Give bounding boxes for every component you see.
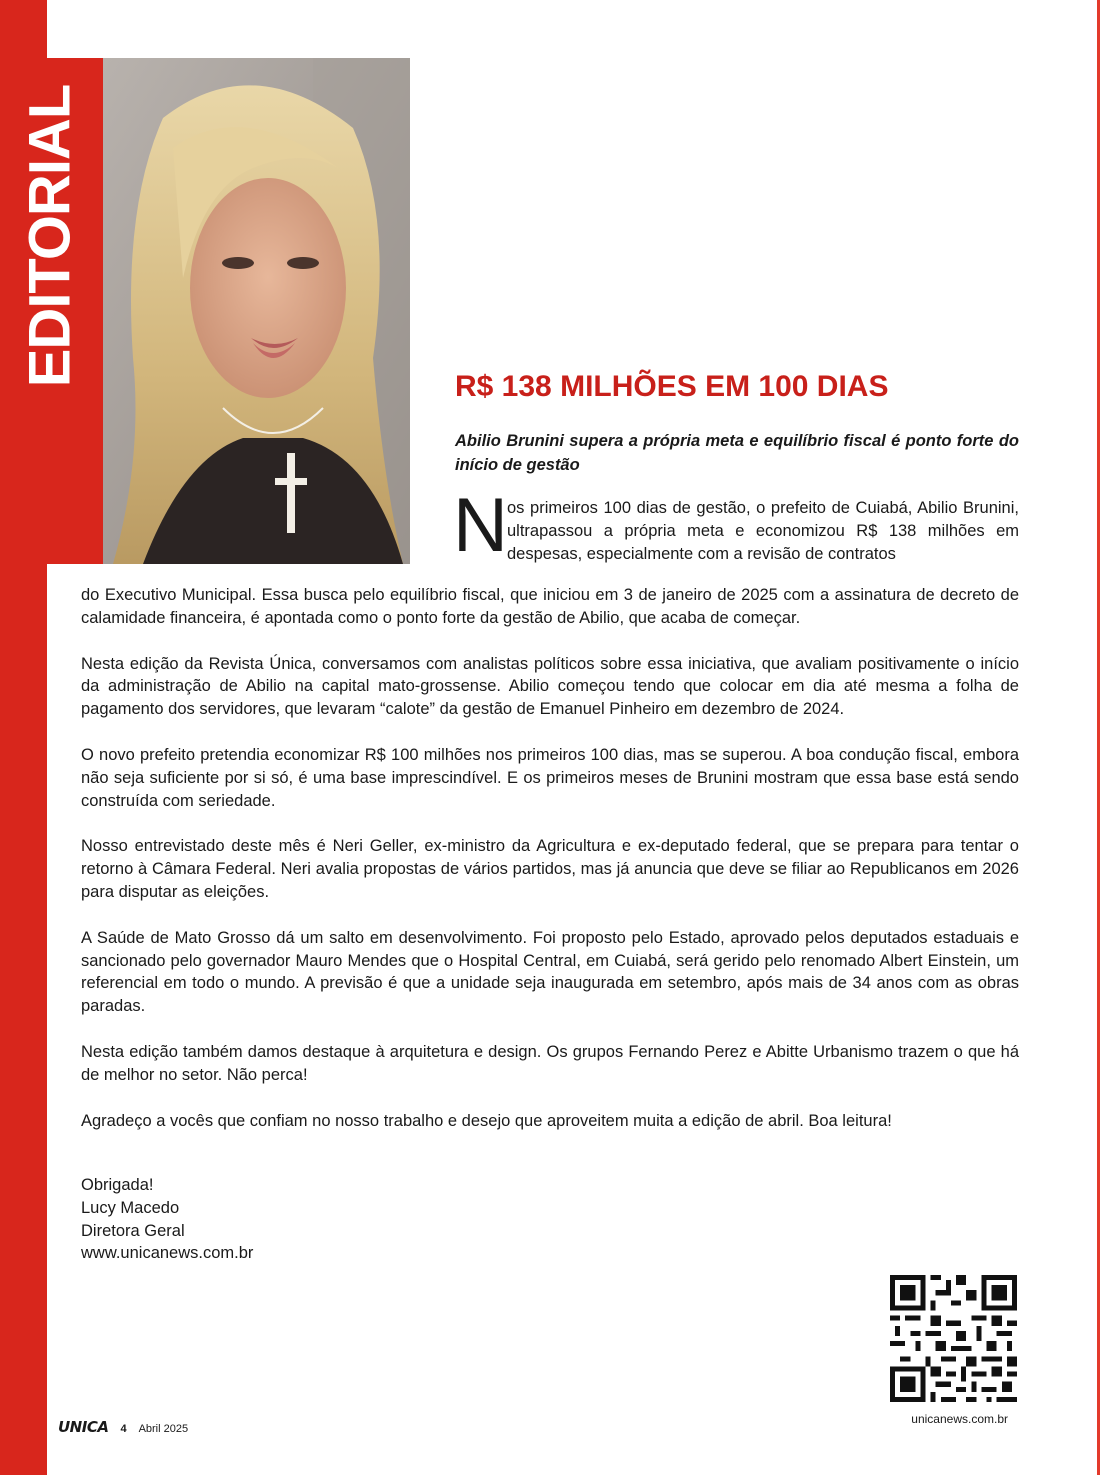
body-paragraph: Nesta edição da Revista Única, conversamos com analistas políticos sobre essa iniciativa, que avaliam positivamente o início da administração de Abilio na capital mato-grossense. Abilio começou tendo que colocar em dia até mesma a folha de pagamento dos servidores, que levaram “calote” da gestão de Emanuel Pinheiro em dezembro de 2024. <box>81 654 1019 719</box>
body-paragraph: Agradeço a vocês que confiam no nosso trabalho e desejo que aproveitem muita a edição de abril. Boa leitura! <box>81 1111 892 1130</box>
body-paragraph: A Saúde de Mato Grosso dá um salto em desenvolvimento. Foi proposto pelo Estado, aprovado pelos deputados estaduais e sancionado pelo governador Mauro Mendes que o Hospital Central, em Cuiabá, será gerido pelo renomado Albert Einstein, um referencial em todo o mundo. A previsão é que a unidade seja inaugurada em setembro, após mais de 34 anos com as obras paradas. <box>81 928 1019 1016</box>
headline: R$ 138 MILHÕES EM 100 DIAS <box>455 370 889 403</box>
body-paragraph: O novo prefeito pretendia economizar R$ 100 milhões nos primeiros 100 dias, mas se superou. A boa condução fiscal, embora não seja suficiente por si só, é uma base imprescindível. E os primeiros meses de Brunini mostram que essa base está sendo construída com seriedade. <box>81 745 1019 810</box>
footer-issue-date: Abril 2025 <box>138 1423 189 1435</box>
signoff-role: Diretora Geral <box>81 1221 185 1240</box>
dropcap: N <box>453 483 508 568</box>
body-paragraph: Nesta edição também damos destaque à arquitetura e design. Os grupos Fernando Perez e Abitte Urbanismo trazem o que há de melhor no setor. Não perca! <box>81 1042 1019 1084</box>
footer-brand-logo: UNICA <box>58 1418 109 1436</box>
signoff <box>81 1174 253 1265</box>
section-label: EDITORIAL <box>17 84 83 388</box>
footer-page-number: 4 <box>120 1423 127 1435</box>
subtitle: Abilio Brunini supera a própria meta e equilíbrio fiscal é ponto forte do início de gestão <box>455 432 1019 474</box>
author-photo <box>103 58 410 564</box>
signoff-name: Lucy Macedo <box>81 1198 180 1217</box>
signoff-website[interactable]: www.unicanews.com.br <box>81 1244 254 1263</box>
body-paragraph: Nosso entrevistado deste mês é Neri Geller, ex-ministro da Agricultura e ex-deputado federal, que se prepara para tentar o retorno à Câmara Federal. Neri avalia propostas de vários partidos, mas já anuncia que deve se filiar ao Republicanos em 2026 para disputar as eleições. <box>81 837 1019 901</box>
lead-paragraph: os primeiros 100 dias de gestão, o prefeito de Cuiabá, Abilio Brunini, ultrapassou a própria meta e economizou R$ 138 milhões em despesas, especialmente com a revisão de contratos <box>507 499 1019 563</box>
qr-code[interactable] <box>890 1275 1017 1402</box>
body-paragraph: do Executivo Municipal. Essa busca pelo equilíbrio fiscal, que iniciou em 3 de janeiro de 2025 com a assinatura de decreto de calamidade financeira, é apontada como o ponto forte da gestão de Abilio, que acaba de começar. <box>81 586 1019 627</box>
page-footer <box>58 1418 188 1436</box>
qr-caption: unicanews.com.br <box>911 1412 1008 1426</box>
signoff-closing: Obrigada! <box>81 1176 154 1194</box>
article-body <box>81 584 1019 1155</box>
